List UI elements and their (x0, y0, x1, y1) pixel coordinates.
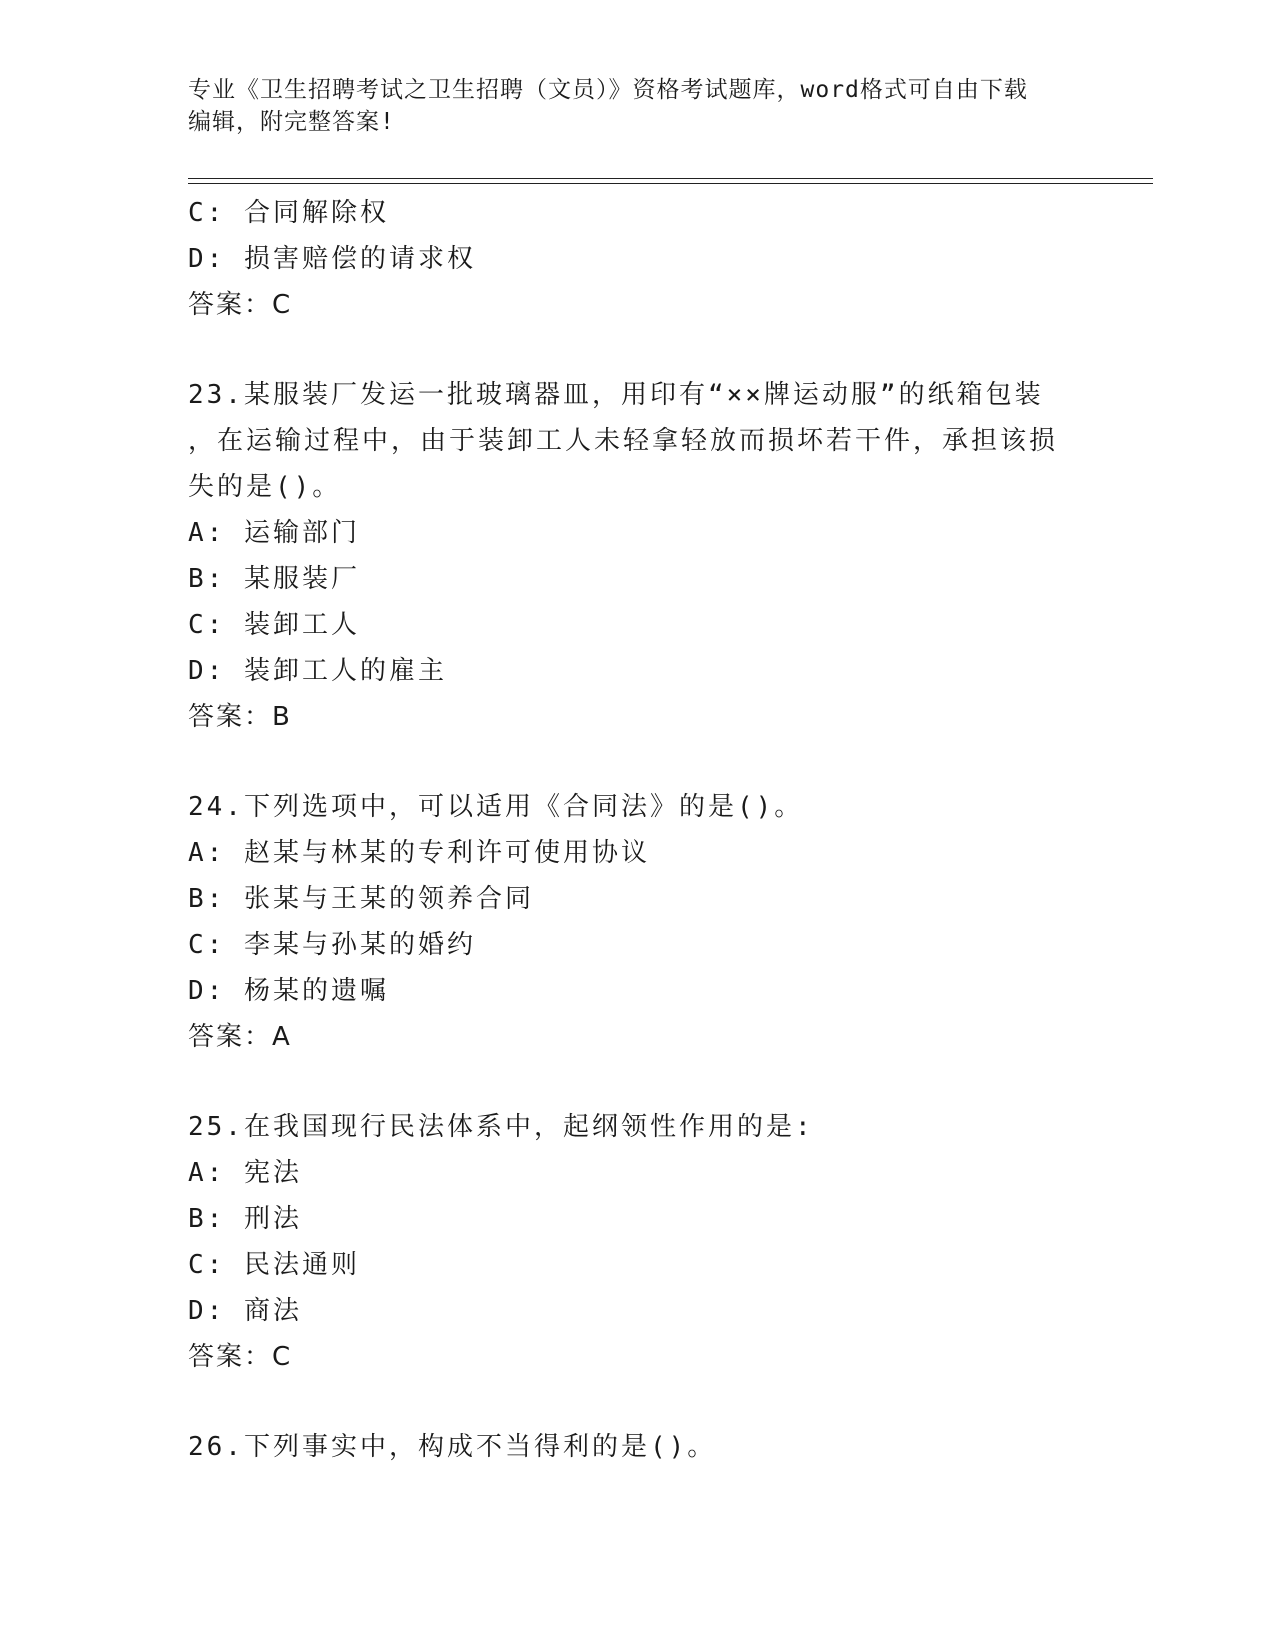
question-list (188, 190, 1088, 1470)
option-d: D: 商法 (188, 1296, 302, 1326)
question-23 (188, 372, 1088, 740)
option-c: C: 李某与孙某的婚约 (188, 930, 476, 960)
header-line-1: 专业《卫生招聘考试之卫生招聘（文员）》资格考试题库，word格式可自由下载 (188, 77, 1028, 103)
header-line-2: 编辑，附完整答案! (188, 109, 395, 135)
answer-line: 答案：C (188, 1342, 293, 1372)
option-a: A: 赵某与林某的专利许可使用协议 (188, 838, 650, 868)
option-b: B: 刑法 (188, 1204, 302, 1234)
question-text-line: 23.某服装厂发运一批玻璃器皿，用印有“××牌运动服”的纸箱包装 (188, 380, 1044, 410)
question-text-line: 26.下列事实中，构成不当得利的是()。 (188, 1432, 717, 1462)
answer-line: 答案：B (188, 702, 292, 732)
answer-line: 答案：A (188, 1022, 292, 1052)
header-divider-top (188, 178, 1153, 179)
option-a: A: 运输部门 (188, 518, 360, 548)
question-text-line: 失的是()。 (188, 472, 342, 502)
question-22-tail (188, 190, 1088, 328)
option-c: C: 装卸工人 (188, 610, 360, 640)
header-divider-bottom (188, 183, 1153, 184)
question-text-line: 24.下列选项中，可以适用《合同法》的是()。 (188, 792, 804, 822)
question-text (188, 372, 1088, 510)
answer-line: 答案：C (188, 290, 293, 320)
question-26 (188, 1424, 1088, 1470)
question-text-line: 25.在我国现行民法体系中，起纲领性作用的是: (188, 1112, 814, 1142)
option-a: A: 宪法 (188, 1158, 302, 1188)
option-c: C: 合同解除权 (188, 198, 389, 228)
option-d: D: 杨某的遗嘱 (188, 976, 389, 1006)
option-d: D: 损害赔偿的请求权 (188, 244, 476, 274)
document-header (188, 74, 1088, 138)
option-d: D: 装卸工人的雇主 (188, 656, 447, 686)
question-text-line: ，在运输过程中，由于装卸工人未轻拿轻放而损坏若干件，承担该损 (188, 426, 1059, 456)
option-c: C: 民法通则 (188, 1250, 360, 1280)
option-b: B: 某服装厂 (188, 564, 360, 594)
question-24 (188, 784, 1088, 1060)
option-b: B: 张某与王某的领养合同 (188, 884, 534, 914)
question-25 (188, 1104, 1088, 1380)
